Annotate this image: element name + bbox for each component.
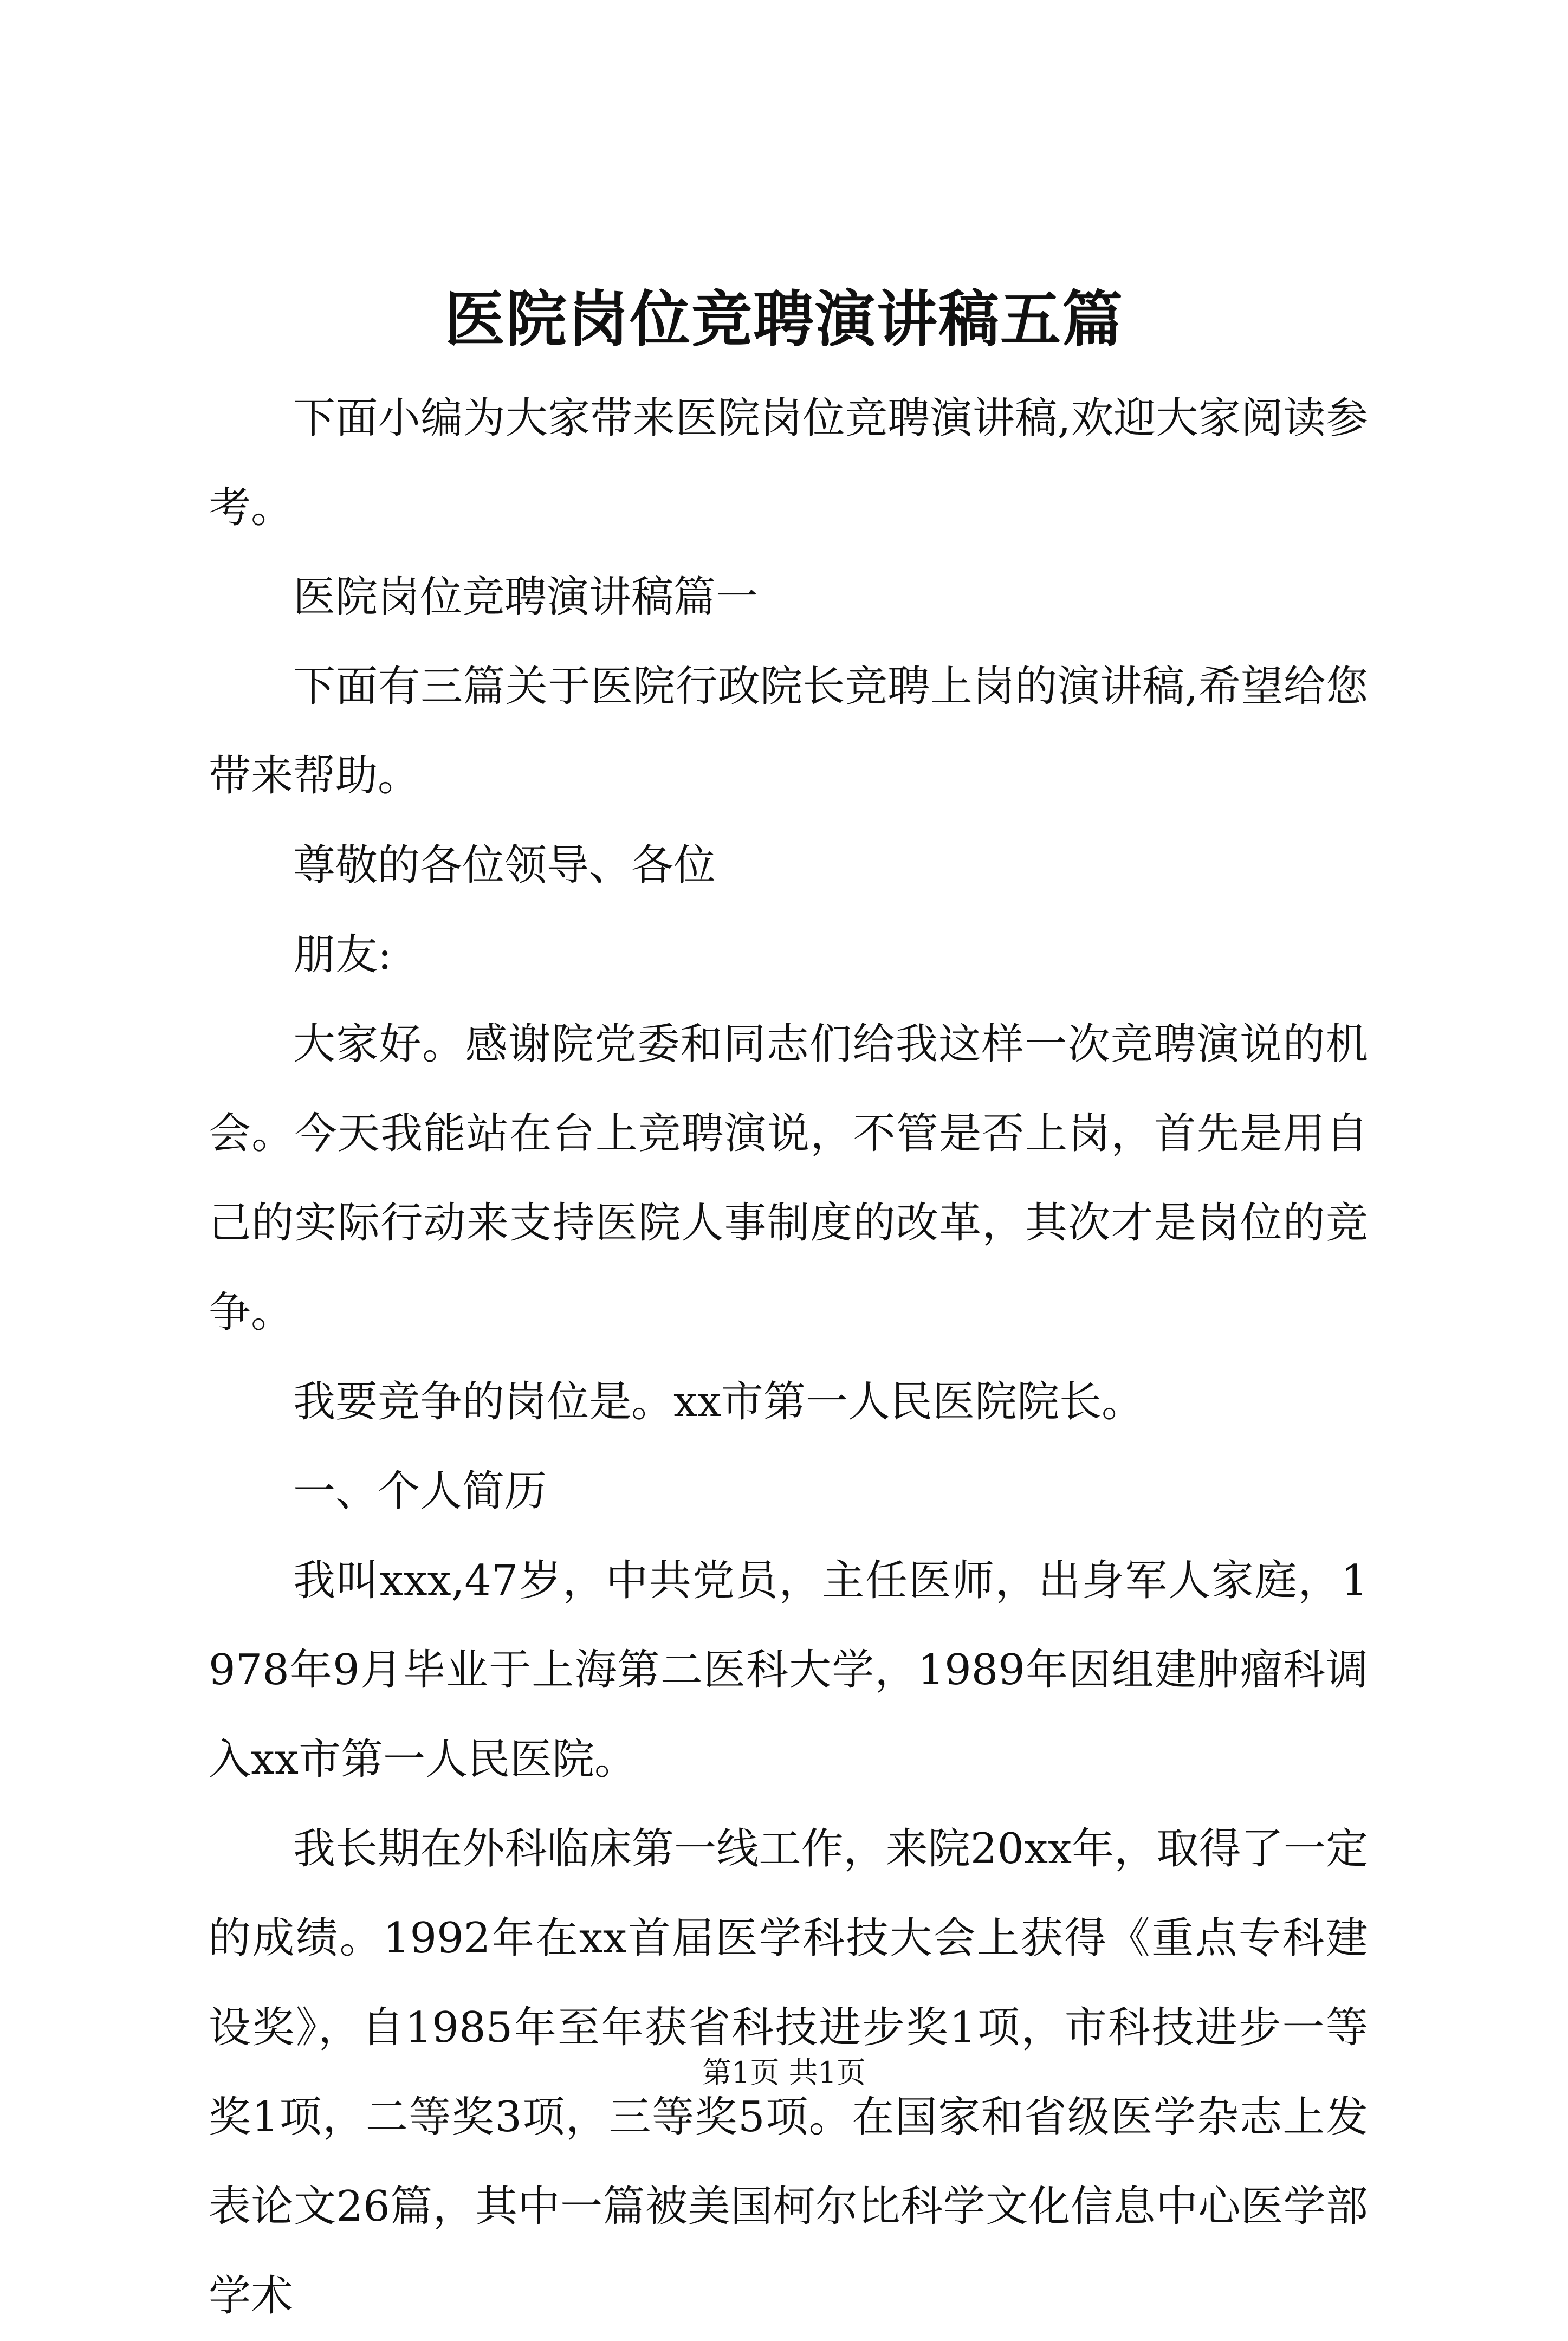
salutation-line-2: 朋友:	[293, 930, 392, 979]
salutation-line-1: 尊敬的各位领导、各位	[293, 841, 716, 890]
section-heading-resume: 一、个人简历	[293, 1467, 547, 1516]
section-heading-1: 医院岗位竞聘演讲稿篇一	[293, 573, 759, 622]
paragraph-greeting: 大家好。感谢院党委和同志们给我这样一次竞聘演说的机会。今天我能站在台上竞聘演说，不管是否上岗，首先是用自己的实际行动来支持医院人事制度的改革，其次才是岗位的竞争。	[209, 1020, 1368, 1337]
paragraph-intro: 下面小编为大家带来医院岗位竞聘演讲稿,欢迎大家阅读参考。	[209, 394, 1368, 532]
paragraph-description: 下面有三篇关于医院行政院长竞聘上岗的演讲稿,希望给您带来帮助。	[209, 662, 1368, 800]
paragraph-target-position: 我要竞争的岗位是。xx市第一人民医院院长。	[293, 1378, 1144, 1426]
page-footer: 第1页 共1页	[702, 2055, 866, 2090]
document-title: 医院岗位竞聘演讲稿五篇	[444, 284, 1124, 355]
paragraph-resume: 我叫xxx,47岁，中共党员，主任医师，出身军人家庭，1978年9月毕业于上海第二医科大学，1989年因组建肿瘤科调入xx市第一人民医院。	[209, 1556, 1368, 1784]
document-body	[209, 374, 1368, 2341]
paragraph-achievements: 我长期在外科临床第一线工作，来院20xx年，取得了一定的成绩。1992年在xx首届医学科技大会上获得《重点专科建设奖》，自1985年至年获省科技进步奖1项，市科技进步一等奖1项，二等奖3项，三等奖5项。在国家和省级医学杂志上发表论文26篇，其中一篇被美国柯尔比科学文化信息中心医学部学术	[209, 1825, 1368, 2320]
